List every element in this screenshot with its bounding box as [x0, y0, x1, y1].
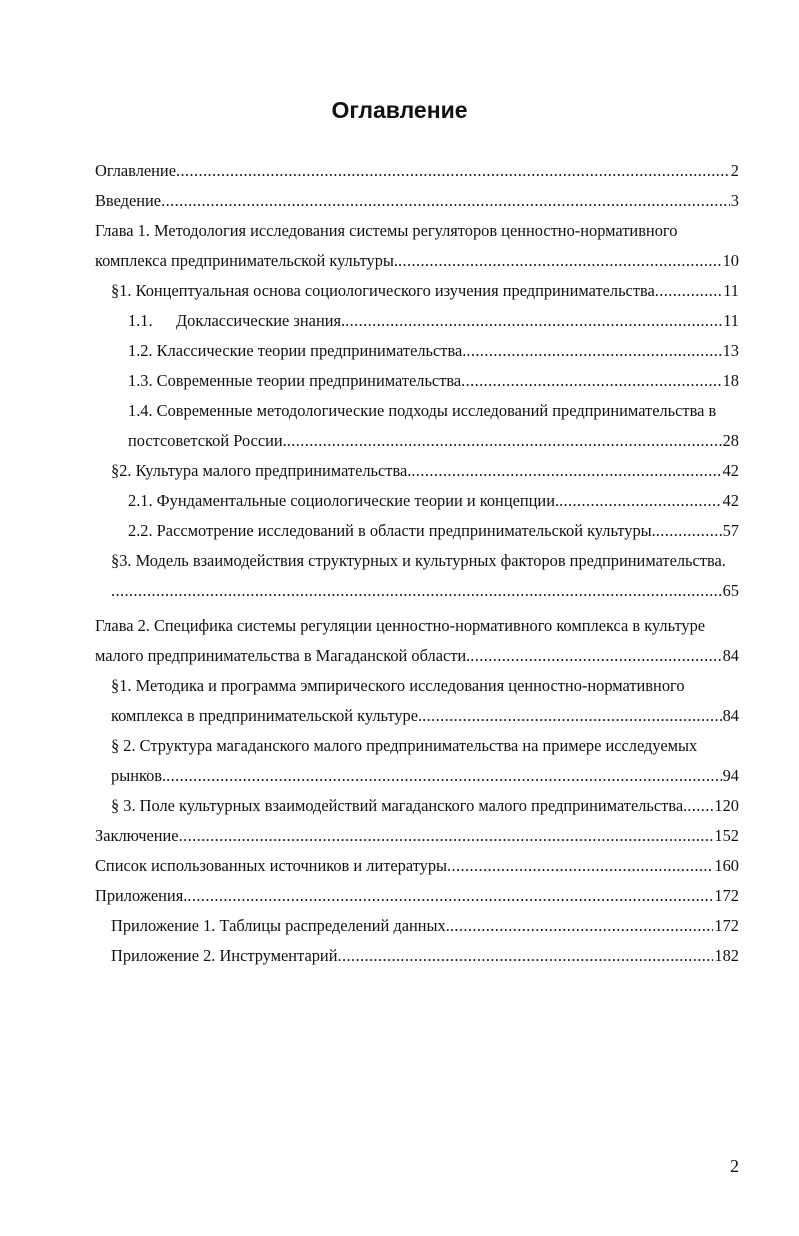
toc-entry-page: 13	[722, 341, 739, 360]
toc-entry-page: 84	[722, 706, 739, 725]
toc-entry-page: 120	[714, 796, 739, 815]
toc-entry-text: 2.1. Фундаментальные социологические теории и концепции.	[128, 491, 560, 510]
toc-entry-text: рынков.	[111, 766, 167, 785]
toc-entry-text: 2.2. Рассмотрение исследований в области предпринимательской культуры.	[128, 521, 656, 540]
toc-entry-page: 3	[730, 191, 739, 210]
dot-leader	[450, 915, 714, 937]
toc-entry-introduction[interactable]	[95, 182, 739, 212]
toc-entry-page: 2	[730, 161, 739, 180]
toc-entry-section-2-2-cont[interactable]	[111, 757, 739, 787]
toc-entry-section-1-1[interactable]	[111, 272, 739, 302]
toc-entry-section-2-1-cont[interactable]	[111, 697, 739, 727]
toc-entry-page: 10	[722, 251, 739, 270]
dot-leader	[176, 160, 730, 182]
toc-entry-appendix-1[interactable]	[111, 907, 739, 937]
dot-leader	[655, 280, 722, 302]
toc-entry-number: 1.1.	[128, 311, 153, 330]
toc-entry-section-1-2[interactable]	[111, 452, 739, 482]
toc-entry-page: 172	[714, 916, 739, 935]
toc-entry-section-2-1[interactable]	[111, 667, 739, 697]
toc-entry-text: комплекса в предпринимательской культуре.	[111, 706, 423, 725]
toc-entry-text: §1. Методика и программа эмпирического исследования ценностно-нормативного	[111, 676, 685, 695]
toc-entry-page: 94	[722, 766, 739, 785]
toc-entry-text: 1.3. Современные теории предпринимательства	[128, 371, 462, 390]
toc-entry-subsection-2-1[interactable]	[128, 482, 739, 512]
toc-entry-text: Список использованных источников и литературы	[95, 856, 448, 875]
dot-leader	[422, 705, 721, 727]
toc-entry-subsection-1-1[interactable]	[128, 302, 739, 332]
toc-entry-text: 1.4. Современные методологические подходы исследований предпринимательства в	[128, 401, 717, 420]
dot-leader	[466, 340, 721, 362]
toc-entry-appendix-2[interactable]	[111, 937, 739, 967]
toc-entry-text: Приложение 1. Таблицы распределений данных.	[111, 916, 450, 935]
toc-entry-page: 11	[723, 281, 739, 300]
toc-entry-text: Глава 2. Специфика системы регуляции ценностно-нормативного комплекса в культуре	[95, 616, 706, 635]
dot-leader	[656, 520, 722, 542]
dot-leader	[287, 430, 722, 452]
dot-leader	[187, 885, 713, 907]
toc-entry-text: 1.2. Классические теории предпринимательства.	[128, 341, 467, 360]
toc-entry-text: Приложения.	[95, 886, 188, 905]
toc-entry-page: 42	[722, 461, 739, 480]
toc-entry-text: §1. Концептуальная основа социологического изучения предпринимательства	[111, 281, 655, 300]
toc-entry-text: Заключение	[95, 826, 179, 845]
toc-entry-text: Доклассические знания.	[176, 311, 346, 330]
dot-leader	[337, 945, 713, 967]
toc-entry-page: 152	[714, 826, 739, 845]
toc-entry-appendices[interactable]	[95, 877, 739, 907]
dot-leader	[398, 250, 722, 272]
toc-entry-page: 42	[722, 491, 739, 510]
dot-leader	[411, 460, 721, 482]
toc-entry-page: 84	[722, 646, 739, 665]
dot-leader	[447, 855, 713, 877]
toc-entry-chapter-2-cont[interactable]	[95, 637, 739, 667]
dot-leader	[161, 190, 730, 212]
toc-entry-text: §2. Культура малого предпринимательства.	[111, 461, 412, 480]
toc-entry-text: §3. Модель взаимодействия структурных и культурных факторов предпринимательства.	[111, 551, 726, 570]
toc-entry-references[interactable]	[95, 847, 739, 877]
toc-entry-contents[interactable]	[95, 152, 739, 182]
toc-entry-section-1-3-cont[interactable]	[111, 572, 739, 602]
dot-leader	[461, 370, 721, 392]
toc-entry-page: 28	[722, 431, 739, 450]
toc-entry-page: 57	[722, 521, 739, 540]
toc-entry-subsection-2-2[interactable]	[128, 512, 739, 542]
toc-entry-subsection-1-2[interactable]	[128, 332, 739, 362]
toc-entry-subsection-1-4[interactable]	[128, 392, 739, 422]
toc-entry-text: постсоветской России.	[128, 431, 287, 450]
toc-entry-page: 11	[723, 311, 739, 330]
toc-entry-chapter-1-cont[interactable]	[95, 242, 739, 272]
dot-leader	[687, 795, 713, 817]
toc-entry-text: § 3. Поле культурных взаимодействий магаданского малого предпринимательства.	[111, 796, 688, 815]
dot-leader	[345, 310, 722, 332]
toc-entry-page: 182	[714, 946, 739, 965]
toc-entry-text: комплекса предпринимательской культуры.	[95, 251, 399, 270]
toc-entry-section-1-3[interactable]	[111, 542, 739, 572]
dot-leader	[470, 645, 721, 667]
toc-entry-chapter-2[interactable]	[95, 607, 739, 637]
dot-leader	[166, 765, 721, 787]
toc-entry-section-2-3[interactable]	[111, 787, 739, 817]
dot-leader	[179, 825, 714, 847]
toc-entry-text: Приложение 2. Инструментарий	[111, 946, 338, 965]
toc-entry-page: 172	[714, 886, 739, 905]
toc-entry-page: 18	[722, 371, 739, 390]
toc-entry-chapter-1[interactable]	[95, 212, 739, 242]
toc-entry-subsection-1-3[interactable]	[128, 362, 739, 392]
page-title: Оглавление	[331, 97, 468, 123]
toc-entry-text: Введение	[95, 191, 162, 210]
dot-leader	[111, 580, 722, 602]
toc-entry-page: 160	[714, 856, 739, 875]
toc-entry-text: малого предпринимательства в Магаданской области.	[95, 646, 471, 665]
toc-entry-text: Глава 1. Методология исследования системы регуляторов ценностно-нормативного	[95, 221, 678, 240]
toc-entry-section-2-2[interactable]	[111, 727, 739, 757]
toc-entry-conclusion[interactable]	[95, 817, 739, 847]
toc-entry-text: Оглавление	[95, 161, 176, 180]
toc-entry-text: § 2. Структура магаданского малого предпринимательства на примере исследуемых	[111, 736, 698, 755]
toc-entry-page: 65	[722, 581, 739, 600]
page-number: 2	[730, 1156, 739, 1176]
toc-entry-subsection-1-4-cont[interactable]	[128, 422, 739, 452]
dot-leader	[559, 490, 722, 512]
